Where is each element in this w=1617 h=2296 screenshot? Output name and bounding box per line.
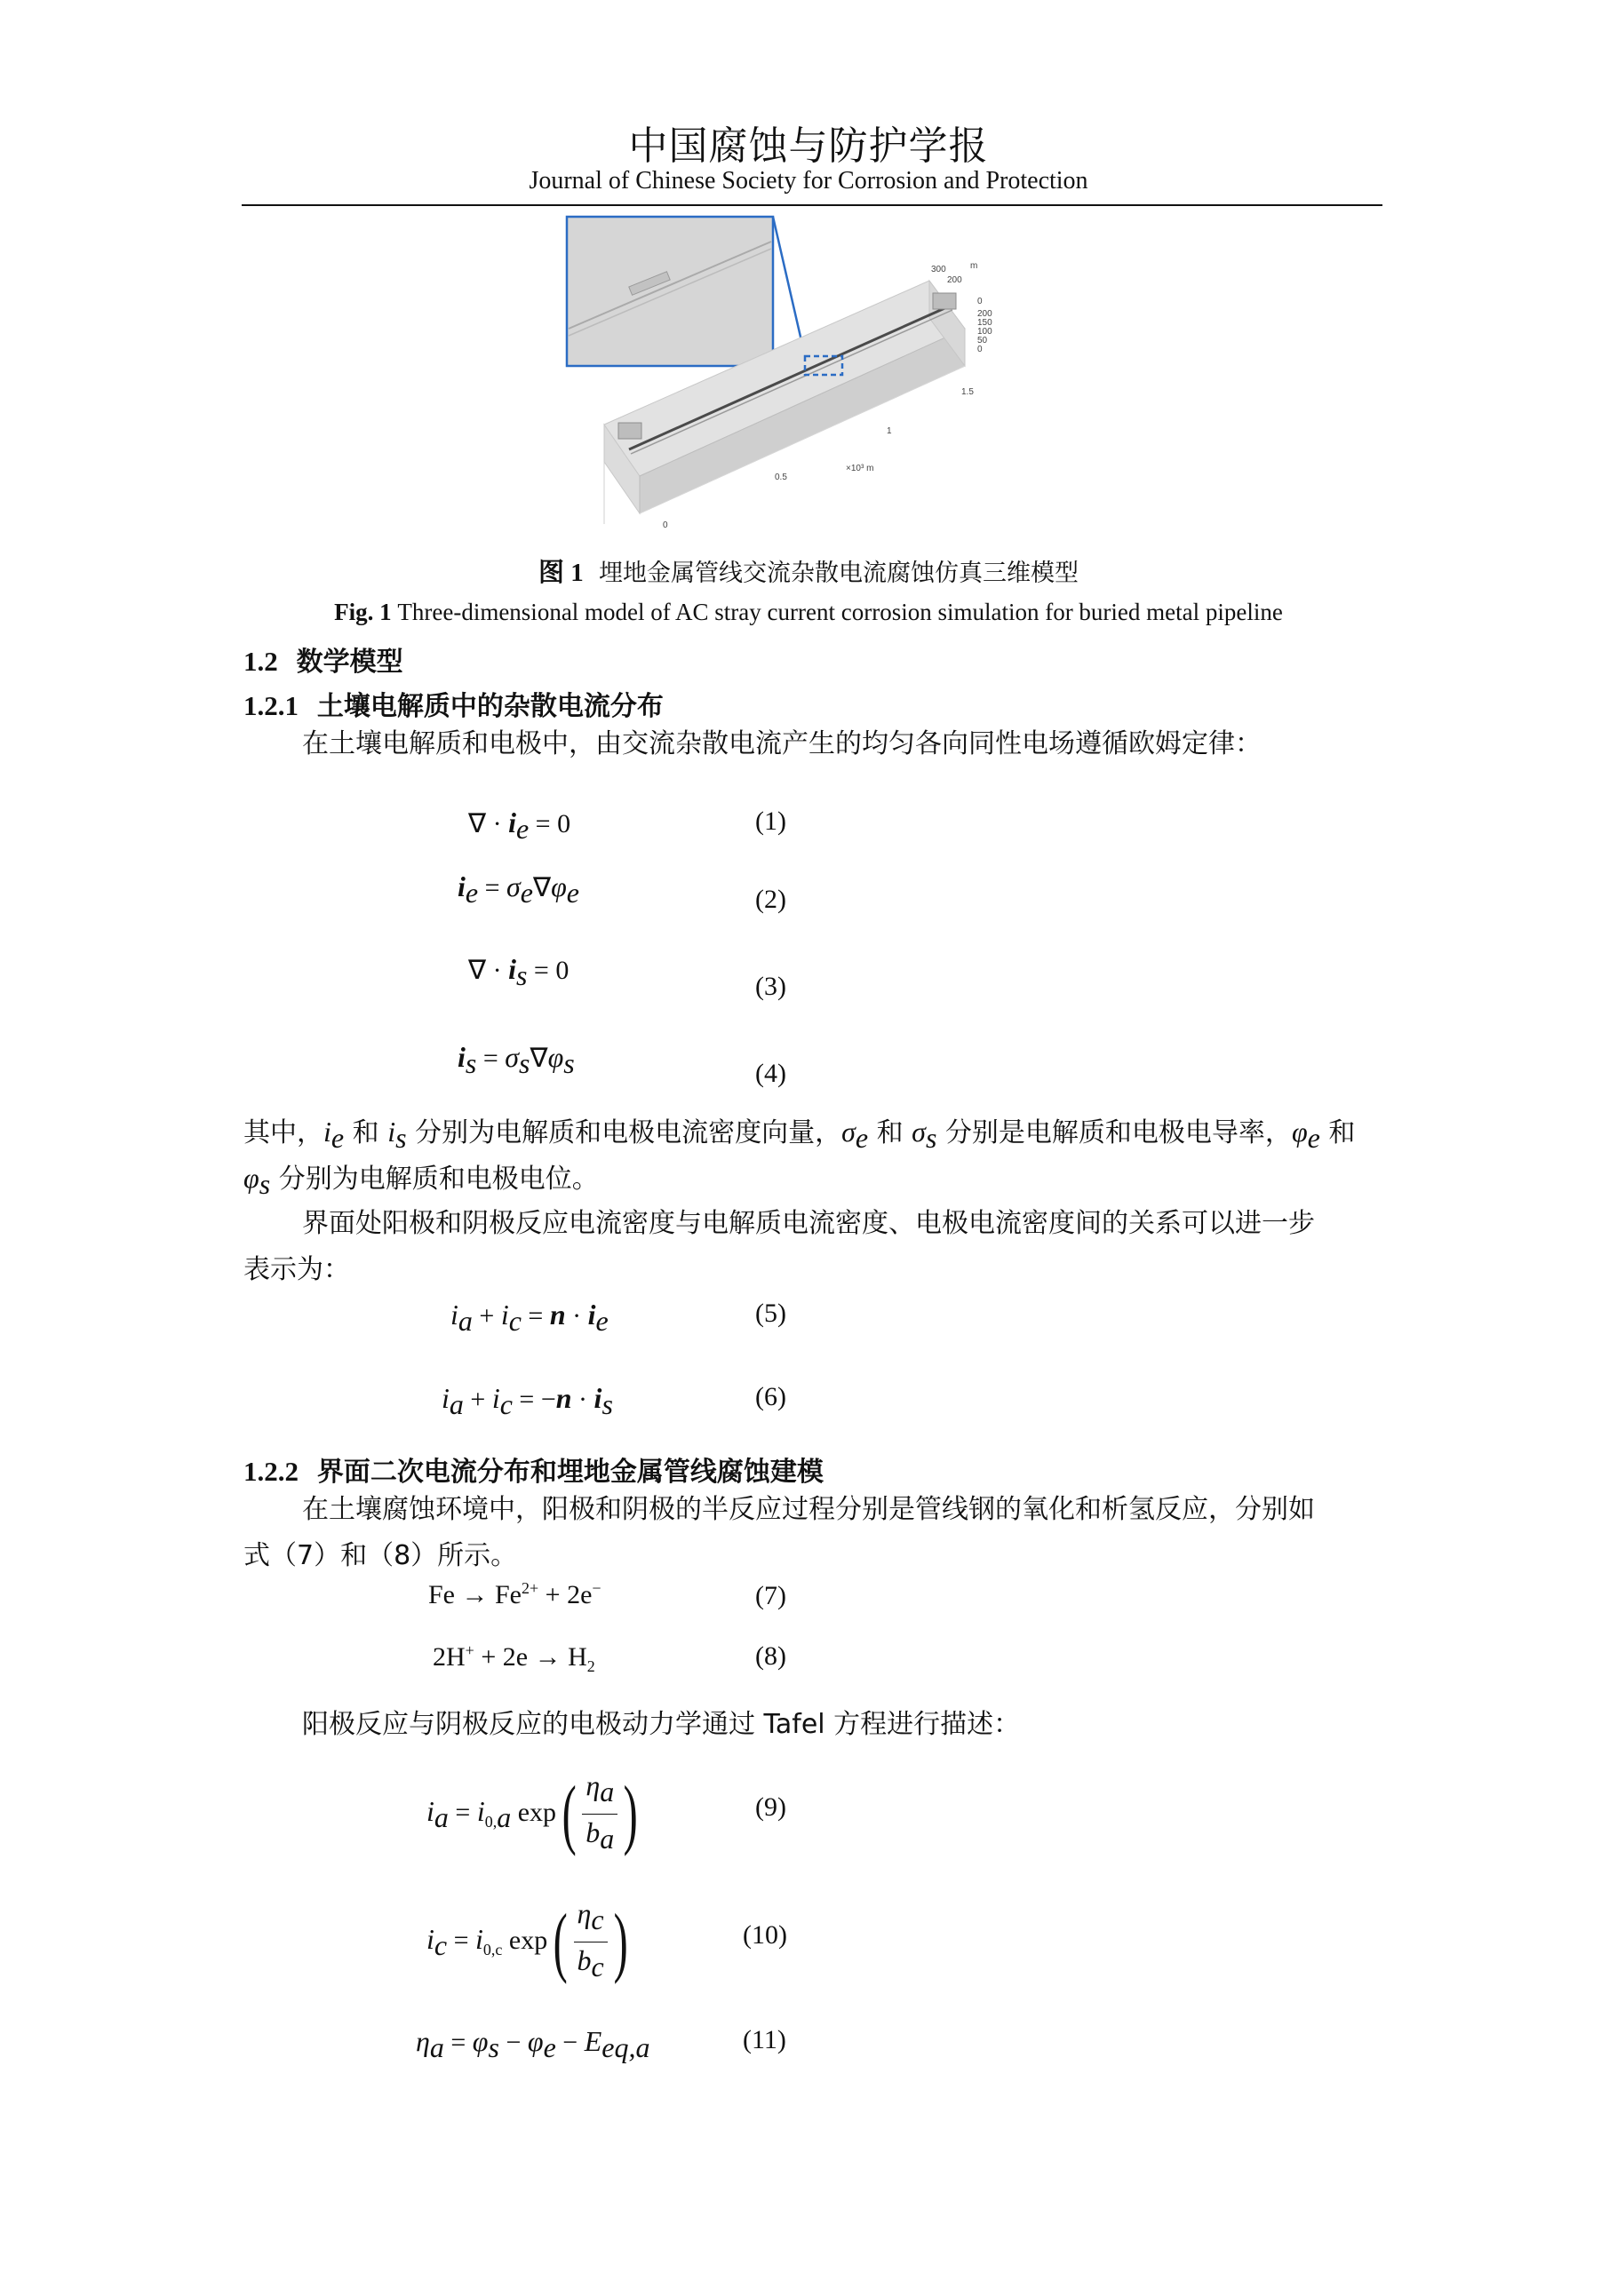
section-heading-1-2: 1.2 数学模型 <box>243 646 403 678</box>
equation-number: (8) <box>755 1641 786 1671</box>
equation-number: (9) <box>755 1792 786 1822</box>
equation-number: (10) <box>743 1920 787 1950</box>
equation-4: $i_s = \sigma_s\nabla\varphi_s$ <box>458 1041 575 1079</box>
figure-caption-zh-text: 埋地金属管线交流杂散电流腐蚀仿真三维模型 <box>598 560 1079 587</box>
section-heading-1-2-1: 1.2.1 土壤电解质中的杂散电流分布 <box>243 690 664 722</box>
paragraph-interface-relation: 界面处阳极和阴极反应电流密度与电解质电流密度、电极电流密度间的关系可以进一步 <box>302 1208 1315 1239</box>
paragraph-half-reactions-2: 式（7）和（8）所示。 <box>243 1540 518 1571</box>
equation-10: $i_c = i_{0,c}$ exp( $\frac{\eta_c}{b_c}$ ) <box>426 1897 628 1985</box>
axis-label: 0 <box>663 520 668 530</box>
axis-label: 300 <box>931 265 946 274</box>
equation-6: $i_a + i_c = -n \cdot i_s$ <box>442 1382 613 1420</box>
equation-number: (7) <box>755 1581 786 1610</box>
figure-3d-model <box>560 211 1093 542</box>
paragraph-ohm-law: 在土壤电解质和电极中，由交流杂散电流产生的均匀各向同性电场遵循欧姆定律： <box>302 728 1262 759</box>
axis-label: 100 <box>977 327 992 337</box>
equation-number: (6) <box>755 1382 786 1411</box>
equation-2: $i_e = \sigma_e\nabla\varphi_e$ <box>458 870 579 909</box>
paragraph-variable-definitions: 其中，$i_e$ 和 $i_s$ 分别为电解质和电极电流密度向量，$\sigma_e$ 和 $\sigma_s$ 分别是电解质和电极电导率，$\varphi_e$ 和 <box>243 1116 1356 1154</box>
inset-zoom-box <box>567 217 773 366</box>
equation-number: (3) <box>755 972 786 1001</box>
axis-label: 200 <box>977 309 992 319</box>
axis-label: 50 <box>977 336 988 346</box>
equation-1: ∇ · $i_e = 0$ <box>468 806 571 845</box>
paragraph-variable-definitions-2: $\varphi_s$ 分别为电解质和电极电位。 <box>243 1162 599 1200</box>
figure-caption-zh <box>0 552 1617 589</box>
header-rule <box>242 204 1382 206</box>
axis-label: 200 <box>947 275 962 285</box>
axis-label: 0 <box>977 345 983 354</box>
paragraph-interface-relation-2: 表示为： <box>243 1254 350 1285</box>
axis-label: 150 <box>977 318 992 328</box>
equation-9: $i_a = i_{0,a}$ exp( $\frac{\eta_a}{b_a}$ ) <box>426 1769 638 1857</box>
axis-label: m <box>970 261 978 271</box>
section-heading-1-2-2: 1.2.2 界面二次电流分布和埋地金属管线腐蚀建模 <box>243 1456 824 1488</box>
axis-label: 1 <box>887 426 892 436</box>
figure-label-en: Fig. 1 <box>334 599 392 625</box>
figure-label-zh: 图 1 <box>538 559 584 587</box>
journal-title-en: Journal of Chinese Society for Corrosion and Protection <box>529 167 1088 195</box>
equation-number: (2) <box>755 885 786 914</box>
equation-7: $Fe \to Fe^{2+} + 2e^-$ <box>428 1579 601 1609</box>
equation-11: $\eta_a = \varphi_s - \varphi_e - E_{eq,a}$ <box>416 2025 650 2063</box>
figure-caption-en-text: Three-dimensional model of AC stray current corrosion simulation for buried metal pipeline <box>397 599 1283 625</box>
equation-number: (11) <box>743 2025 786 2054</box>
equation-number: (1) <box>755 806 786 836</box>
paragraph-half-reactions: 在土壤腐蚀环境中，阳极和阴极的半反应过程分别是管线钢的氧化和析氢反应，分别如 <box>302 1494 1315 1525</box>
axis-label: 0.5 <box>775 473 787 482</box>
equation-8: $2H^+ + 2e \to H_2$ <box>433 1641 595 1675</box>
figure-caption-en <box>0 599 1617 626</box>
journal-title-zh: 中国腐蚀与防护学报 <box>628 123 989 169</box>
equation-5: $i_a + i_c = n \cdot i_e$ <box>450 1299 609 1337</box>
equation-number: (4) <box>755 1059 786 1088</box>
equation-number: (5) <box>755 1299 786 1328</box>
axis-label: ×10³ m <box>846 464 874 473</box>
axis-label: 1.5 <box>961 387 974 397</box>
paragraph-tafel: 阳极反应与阴极反应的电极动力学通过 Tafel 方程进行描述： <box>302 1709 1021 1740</box>
axis-label: 0 <box>977 297 983 306</box>
equation-3: ∇ · $i_s = 0$ <box>468 953 570 991</box>
